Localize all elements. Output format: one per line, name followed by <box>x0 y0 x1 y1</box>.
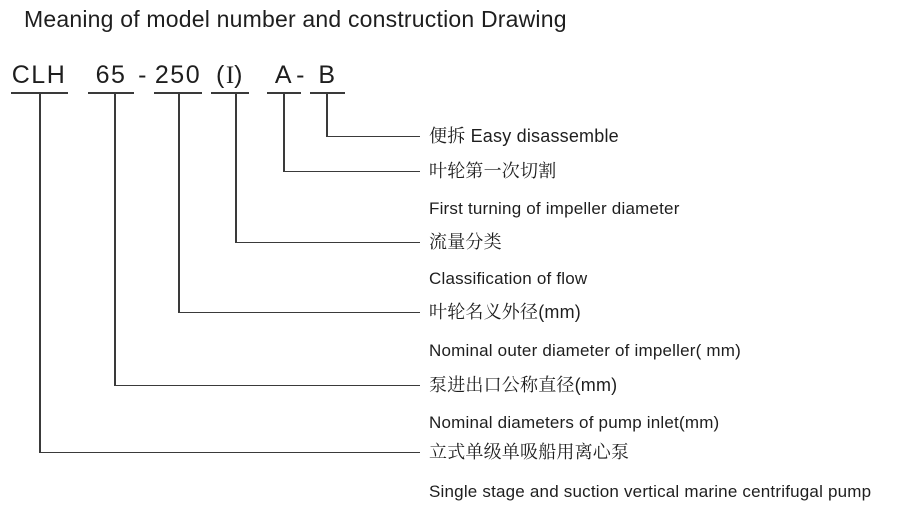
callout-line-impeller <box>178 93 180 313</box>
label-first-cut-cn: 叶轮第一次切割 <box>429 161 557 181</box>
label-impeller-diameter-en: Nominal outer diameter of impeller( mm) <box>429 341 741 360</box>
callout-hline-series <box>39 452 420 454</box>
underline-inlet <box>88 92 134 94</box>
callout-hline-easy <box>326 136 420 138</box>
model-segment-impeller: 250 <box>154 61 202 89</box>
callout-line-easy <box>326 93 328 137</box>
model-segment-cut: A <box>274 61 294 89</box>
flow-paren-close: ) <box>234 61 244 89</box>
page-title: Meaning of model number and construction Drawing <box>24 6 567 32</box>
label-inlet-diameter-en: Nominal diameters of pump inlet(mm) <box>429 413 720 432</box>
underline-easy <box>310 92 345 94</box>
model-segment-series: CLH <box>11 61 67 89</box>
callout-line-inlet <box>114 93 116 386</box>
label-easy-disassemble-cn: 便拆 Easy disassemble <box>429 126 619 146</box>
callout-line-flow <box>235 93 237 243</box>
callout-hline-impeller <box>178 312 420 314</box>
callout-line-cut <box>283 93 285 172</box>
label-pump-type-cn: 立式单级单吸船用离心泵 <box>429 442 630 462</box>
label-inlet-diameter-cn: 泵进出口公称直径(mm) <box>429 375 618 395</box>
model-segment-flow <box>211 61 249 89</box>
label-flow-classification-en: Classification of flow <box>429 269 588 288</box>
callout-hline-cut <box>283 171 420 173</box>
label-impeller-diameter-cn: 叶轮名义外径(mm) <box>429 302 581 322</box>
label-first-cut-en: First turning of impeller diameter <box>429 199 680 218</box>
label-pump-type-en: Single stage and suction vertical marine centrifugal pump <box>429 482 872 501</box>
model-separator-1: - <box>138 61 148 89</box>
callout-hline-flow <box>235 242 420 244</box>
flow-roman-numeral: I <box>225 62 235 89</box>
model-separator-2: - <box>296 61 306 89</box>
model-segment-inlet: 65 <box>95 61 127 89</box>
label-flow-classification-cn: 流量分类 <box>429 232 502 252</box>
model-segment-easy: B <box>318 61 337 89</box>
callout-line-series <box>39 93 41 453</box>
underline-flow <box>211 92 249 94</box>
callout-hline-inlet <box>114 385 420 387</box>
flow-paren-open: ( <box>216 61 226 89</box>
